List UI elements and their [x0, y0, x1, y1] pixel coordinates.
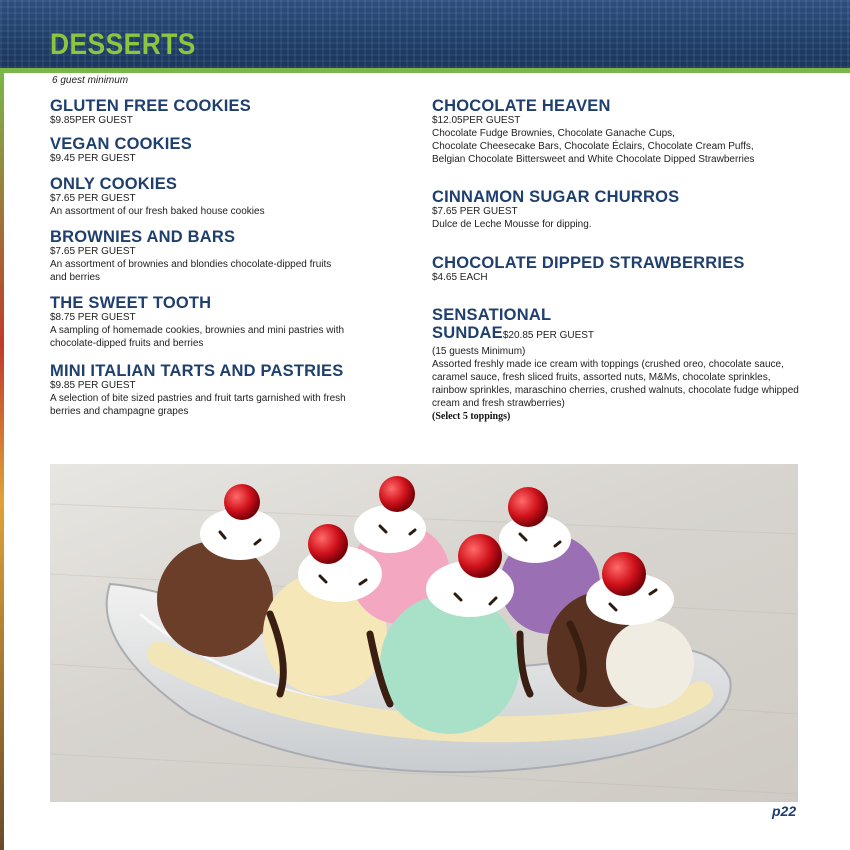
menu-item-strawberries — [432, 254, 812, 284]
menu-item — [50, 228, 380, 284]
item-description: An assortment of our fresh baked house cookies — [50, 206, 265, 217]
item-price: $20.85 PER GUEST — [502, 330, 595, 341]
item-name-line: SENSATIONAL — [432, 306, 552, 324]
menu-item — [50, 362, 380, 418]
item-price: $7.65 PER GUEST — [50, 246, 136, 257]
left-menu-column — [50, 97, 380, 428]
menu-item — [50, 97, 380, 127]
minimum-note: 6 guest minimum — [52, 75, 129, 86]
item-price: $12.05PER GUEST — [432, 115, 521, 126]
menu-item — [50, 175, 380, 218]
item-price: $9.45 PER GUEST — [50, 153, 136, 164]
menu-item — [50, 135, 380, 165]
item-description: A sampling of homemade cookies, brownies and mini pastries with chocolate-dipped fruits and berries — [50, 325, 345, 349]
sundae-photo — [50, 464, 798, 802]
left-edge-decoration — [0, 73, 4, 850]
item-description-line: Belgian Chocolate Bittersweet and White Chocolate Dipped Strawberries — [432, 154, 755, 165]
item-price: $9.85PER GUEST — [50, 115, 133, 126]
item-price: $4.65 EACH — [432, 272, 488, 283]
item-price: $7.65 PER GUEST — [50, 193, 136, 204]
page-number: p22 — [772, 803, 797, 819]
menu-item-sundae — [432, 306, 812, 423]
item-description: Dulce de Leche Mousse for dipping. — [432, 219, 592, 230]
item-description-line: Chocolate Cheesecake Bars, Chocolate Éclairs, Chocolate Cream Puffs, — [432, 141, 754, 152]
item-name: VEGAN COOKIES — [50, 135, 192, 153]
header-banner — [0, 0, 850, 68]
header-stripe — [0, 68, 850, 73]
item-name-line — [432, 324, 812, 345]
item-description-line: Chocolate Fudge Brownies, Chocolate Ganache Cups, — [432, 128, 675, 139]
item-name-sundae: SUNDAE — [432, 324, 503, 342]
item-minimum: (15 guests Minimum) — [432, 346, 526, 357]
item-price: $8.75 PER GUEST — [50, 312, 136, 323]
menu-item-churros — [432, 188, 812, 231]
menu-item — [50, 294, 380, 350]
item-description: Assorted freshly made ice cream with toppings (crushed oreo, chocolate sauce, caramel sauce, fresh sliced fruits, assorted nuts, M&Ms, chocolate sprinkles, rainbow sprinkles, maraschino cherries, crushed walnuts, chocolate fudge whipped cream and fresh strawberries) — [432, 359, 799, 409]
item-name: CHOCOLATE DIPPED STRAWBERRIES — [432, 254, 745, 272]
banana-split-sundae-icon — [50, 464, 798, 802]
item-description: A selection of bite sized pastries and fruit tarts garnished with fresh berries and champagne grapes — [50, 393, 346, 417]
item-name: BROWNIES AND BARS — [50, 228, 236, 246]
item-name: MINI ITALIAN TARTS AND PASTRIES — [50, 362, 344, 380]
item-name: THE SWEET TOOTH — [50, 294, 212, 312]
item-name: GLUTEN FREE COOKIES — [50, 97, 251, 115]
item-note: (Select 5 toppings) — [432, 411, 511, 422]
item-price: $7.65 PER GUEST — [432, 206, 518, 217]
item-name: CHOCOLATE HEAVEN — [432, 97, 611, 115]
menu-item-chocolate-heaven — [432, 97, 812, 166]
right-menu-column — [432, 97, 812, 433]
item-price: $9.85 PER GUEST — [50, 380, 136, 391]
item-name: CINNAMON SUGAR CHURROS — [432, 188, 680, 206]
item-name: ONLY COOKIES — [50, 175, 178, 193]
item-description: An assortment of brownies and blondies chocolate-dipped fruits and berries — [50, 259, 332, 283]
page-title: DESSERTS — [50, 28, 196, 61]
